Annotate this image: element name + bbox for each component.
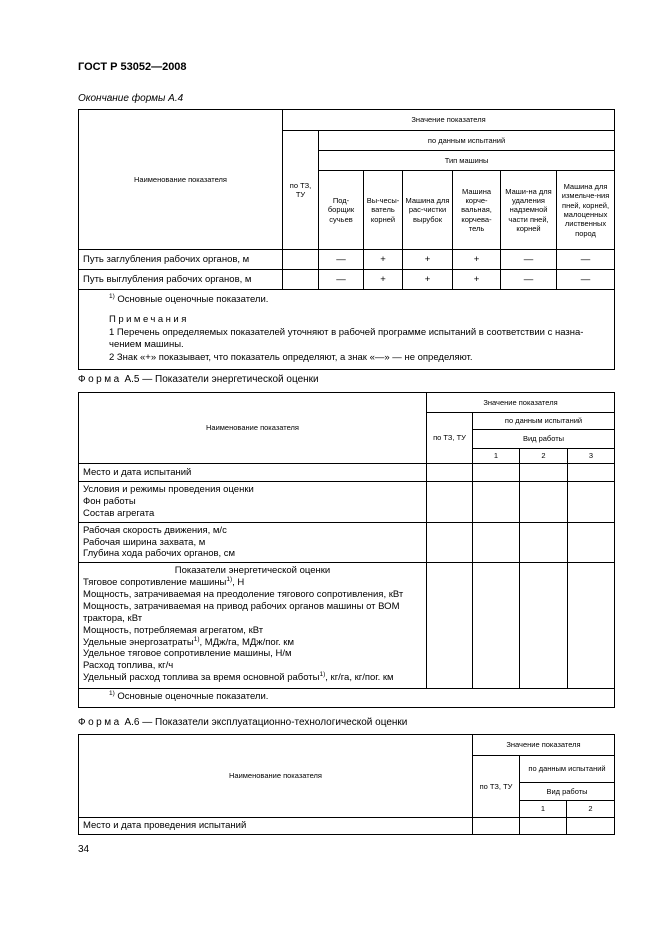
a4-notes	[79, 290, 615, 370]
a5-col-number: 3	[568, 449, 615, 464]
a4-row-value: —	[319, 250, 364, 270]
a4-row-value: —	[501, 250, 557, 270]
a5-tests-header: по данным испытаний	[473, 413, 615, 430]
form-a4-caption: Окончание формы А.4	[78, 93, 184, 104]
a4-row-tz	[283, 270, 319, 290]
a4-row-value: —	[319, 270, 364, 290]
a5-cell	[473, 563, 520, 689]
a4-type-header: Маши-на для удаления надземной части пней, корней	[501, 171, 557, 250]
a5-cell	[520, 563, 568, 689]
a4-note-2: 2 Знак «+» показывает, что показатель определяют, а знак «—» — не определяют.	[109, 352, 473, 364]
a6-col-number: 1	[520, 801, 567, 818]
a5-cell	[520, 464, 568, 482]
a4-row-value: +	[364, 270, 403, 290]
a4-type-header: Вы-чесы-ватель корней	[364, 171, 403, 250]
a5-cell	[568, 482, 615, 523]
a5-energy-block: Показатели энергетической оценки Тяговое сопротивление машины$^{1)}$, Н Мощность, затрачиваемая на преодоление тягового сопротивления, кВт Мощность, затрачиваемая на привод рабочих органов машины от ВОМ трактора, кВт Мощность, потребляемая агрегатом, кВт Удельные энергозатраты$^{1)}$, МДж/га, МДж/пог. км Удельное тяговое сопротивление машины, Н/м Расход топлива, кг/ч Удельный расход топлива за время основной работы$^{1)}$, кг/га, кг/пог. км	[79, 563, 427, 689]
a5-cell	[473, 464, 520, 482]
a5-cell	[427, 464, 473, 482]
a5-col-number: 2	[520, 449, 568, 464]
a4-row-tz	[283, 250, 319, 270]
a5-cell	[568, 522, 615, 563]
form-a4-table	[78, 109, 615, 370]
a4-type-header: Машина для измельче-ния пней, корней, малоценных лиственных пород	[557, 171, 615, 250]
a4-row-value: —	[557, 250, 615, 270]
a4-name-header: Наименование показателя	[79, 110, 283, 250]
a4-note-1: 1 Перечень определяемых показателей уточняют в рабочей программе испытаний в соответствии с назна-чением машины.	[109, 326, 584, 351]
a4-footnote: $^{1)}$ Основные оценочные показатели.	[109, 292, 269, 305]
a4-machine-type-header: Тип машины	[319, 151, 615, 171]
a4-type-header: Машина для рас-чистки вырубок	[403, 171, 453, 250]
a6-place-row: Место и дата проведения испытаний	[79, 818, 473, 835]
a4-tz-header: по ТЗ, ТУ	[283, 131, 319, 250]
a5-cell	[520, 482, 568, 523]
a6-col-number: 2	[567, 801, 615, 818]
a4-row-value: +	[403, 250, 453, 270]
a5-cell	[568, 563, 615, 689]
page-number: 34	[78, 844, 90, 855]
a4-value-header: Значение показателя	[283, 110, 615, 131]
a5-params-block: Рабочая скорость движения, м/с Рабочая ширина захвата, м Глубина хода рабочих органов, см	[79, 522, 427, 563]
a4-row-value: —	[501, 270, 557, 290]
a5-cell	[473, 522, 520, 563]
a5-cell	[520, 522, 568, 563]
a4-row-value: +	[403, 270, 453, 290]
document-standard-code: ГОСТ Р 53052—2008	[78, 61, 187, 73]
a6-cell	[520, 818, 567, 835]
form-a6-title: Форма А.6 — Показатели эксплуатационно-технологической оценки	[78, 717, 408, 728]
a6-value-header: Значение показателя	[473, 735, 615, 756]
a5-col-number: 1	[473, 449, 520, 464]
a5-tz-header: по ТЗ, ТУ	[427, 413, 473, 464]
a5-conditions-block: Условия и режимы проведения оценки Фон работы Состав агрегата	[79, 482, 427, 523]
a6-name-header: Наименование показателя	[79, 735, 473, 818]
a4-row-value: +	[453, 250, 501, 270]
a5-work-type-header: Вид работы	[473, 430, 615, 449]
a6-cell	[567, 818, 615, 835]
a6-tz-header: по ТЗ, ТУ	[473, 756, 520, 818]
a5-value-header: Значение показателя	[427, 393, 615, 413]
a5-cell	[568, 464, 615, 482]
a4-row-value: +	[364, 250, 403, 270]
a4-notes-title: Примечания	[109, 313, 189, 325]
form-a5-table	[78, 392, 615, 708]
a4-row-value: +	[453, 270, 501, 290]
a5-name-header: Наименование показателя	[79, 393, 427, 464]
form-a6-table	[78, 734, 615, 835]
a5-footnote: $^{1)}$ Основные оценочные показатели.	[79, 689, 615, 708]
a6-work-type-header: Вид работы	[520, 783, 615, 801]
a4-row-name: Путь выглубления рабочих органов, м	[79, 270, 283, 290]
a5-cell	[473, 482, 520, 523]
a4-tests-header: по данным испытаний	[319, 131, 615, 151]
a5-place-row: Место и дата испытаний	[79, 464, 427, 482]
a6-tests-header: по данным испытаний	[520, 756, 615, 783]
a4-type-header: Машина корче-вальная, корчева-тель	[453, 171, 501, 250]
a4-type-header: Под-борщик сучьев	[319, 171, 364, 250]
a6-cell	[473, 818, 520, 835]
a4-row-name: Путь заглубления рабочих органов, м	[79, 250, 283, 270]
form-a5-title: Форма А.5 — Показатели энергетической оценки	[78, 374, 319, 385]
a5-cell	[427, 563, 473, 689]
a5-cell	[427, 482, 473, 523]
a5-cell	[427, 522, 473, 563]
a4-row-value: —	[557, 270, 615, 290]
